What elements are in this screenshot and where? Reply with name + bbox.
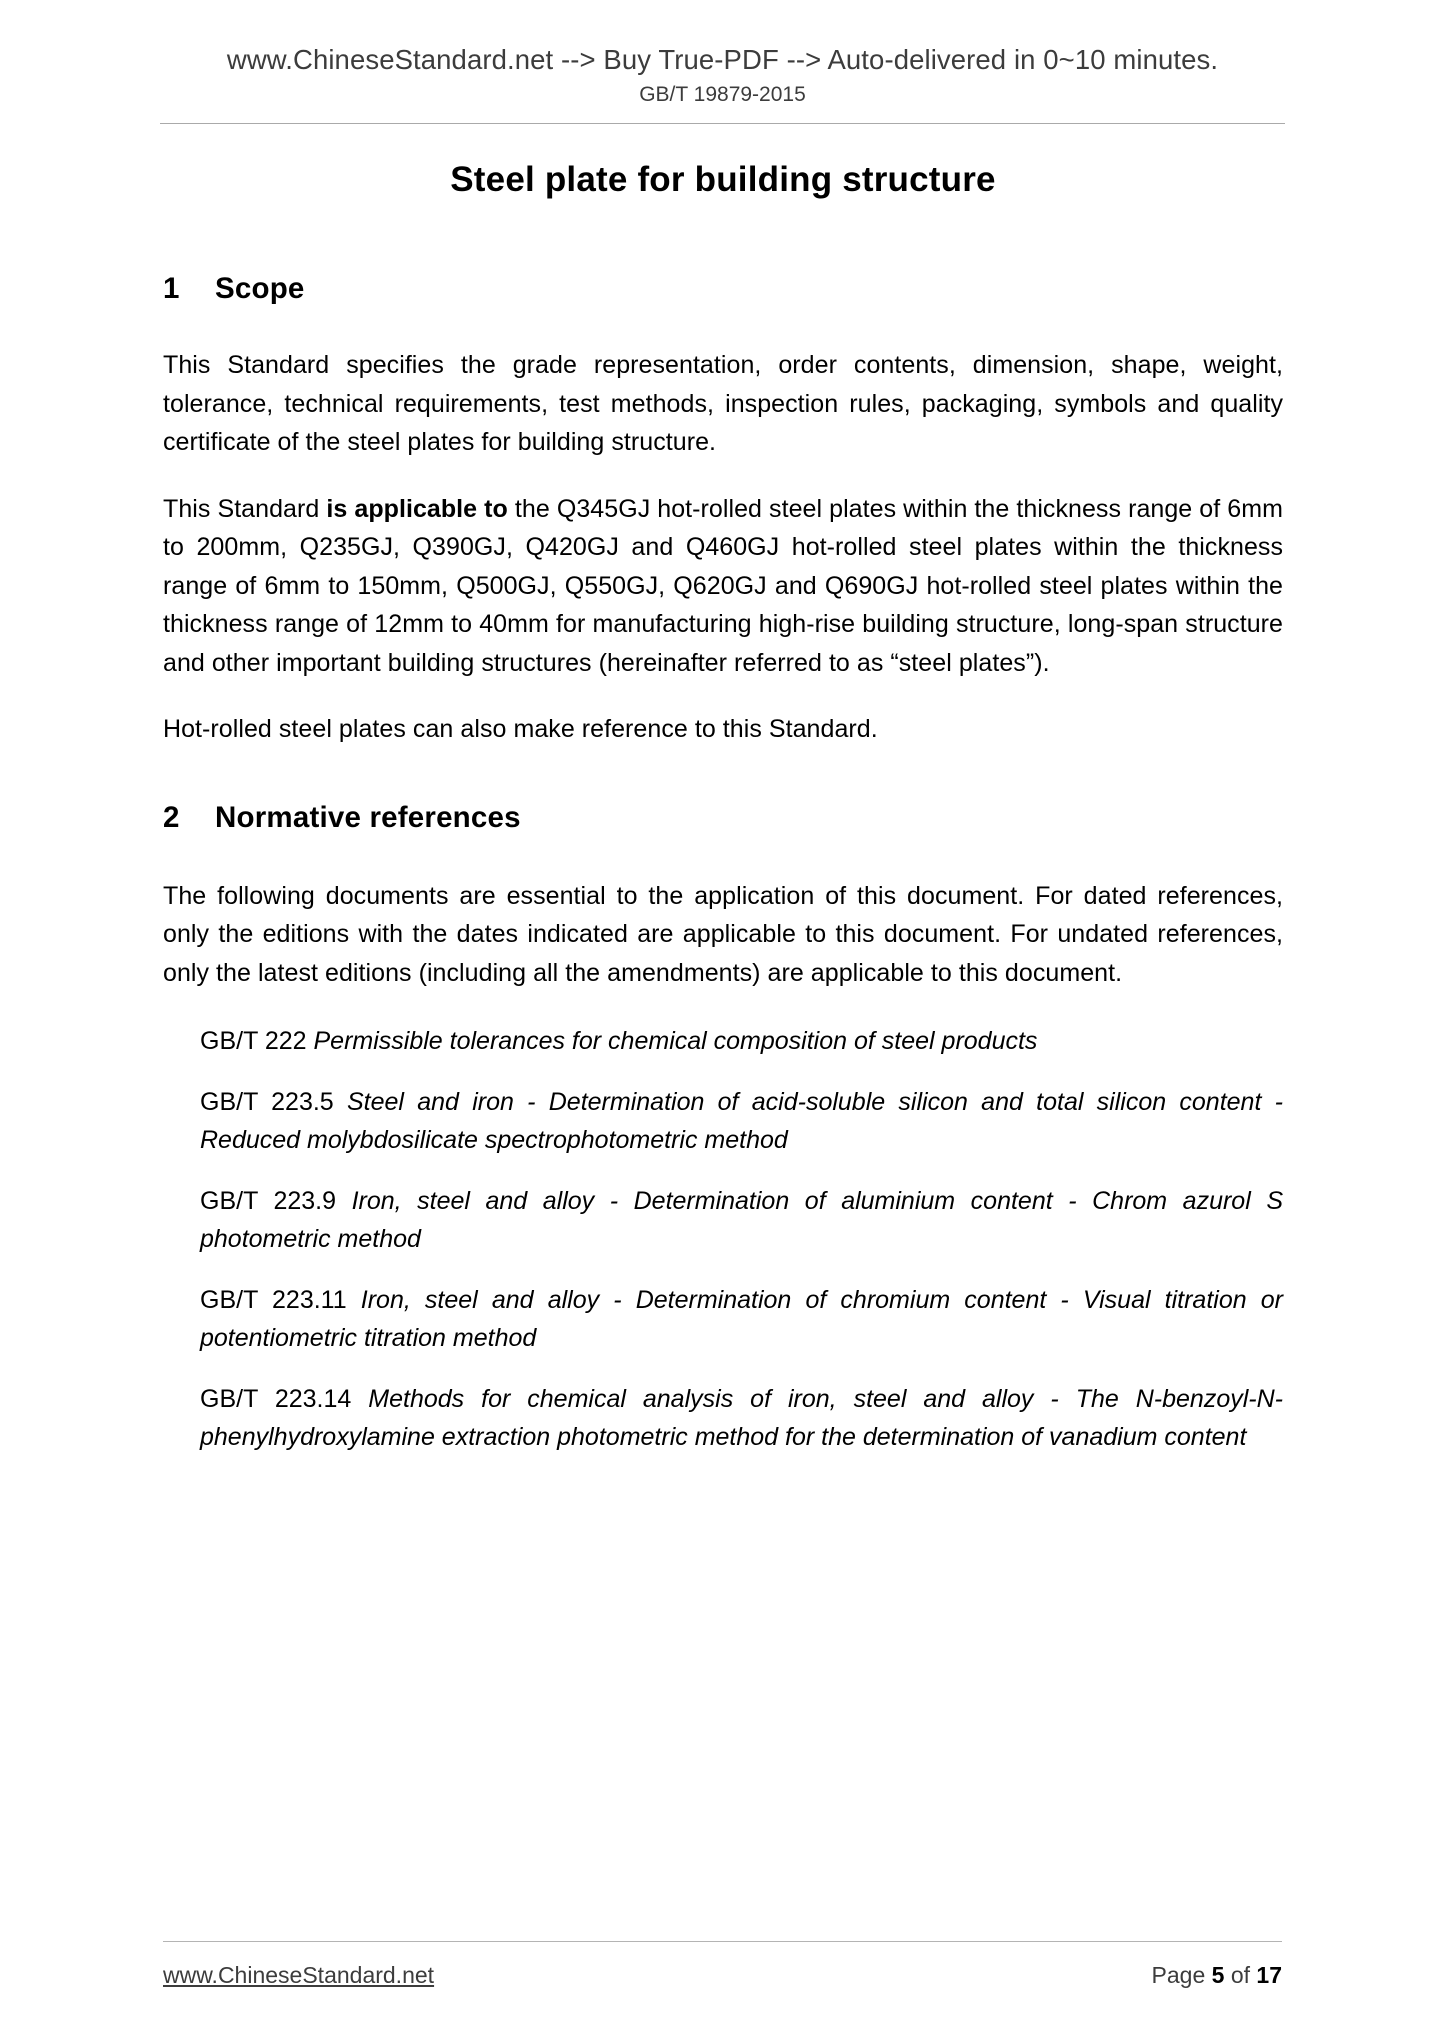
- reference-code: GB/T 223.11: [200, 1285, 361, 1314]
- section-number: 1: [163, 272, 180, 305]
- page-indicator: [1152, 1962, 1282, 1989]
- scope-paragraph-1: This Standard specifies the grade representation, order contents, dimension, shape, weight, tolerance, technical requirements, test methods, inspection rules, packaging, symbols and quality certificate of the steel plates for building structure.: [163, 351, 1283, 456]
- section-heading-scope: [163, 272, 1283, 306]
- spacer: [163, 306, 1283, 346]
- page-indicator-prefix: Page: [1151, 1961, 1212, 1988]
- normative-references-intro: The following documents are essential to the application of this document. For dated references, only the editions with the dates indicated are applicable to this document. For undated references, only the latest editions (including all the amendments) are applicable to this document.: [163, 881, 1283, 987]
- reference-code: GB/T 223.9: [200, 1186, 352, 1215]
- page-footer: [163, 1958, 1282, 1992]
- reference-item: [200, 1182, 1283, 1259]
- spacer: [163, 1358, 1283, 1380]
- spacer: [163, 682, 1283, 710]
- scope-paragraph-2: [163, 490, 1283, 683]
- footer-site-link[interactable]: www.ChineseStandard.net: [163, 1961, 435, 1988]
- footer-divider: [163, 1941, 1282, 1942]
- reference-code: GB/T 223.5: [200, 1087, 347, 1116]
- spacer: [163, 1160, 1283, 1182]
- page-title: Steel plate for building structure: [450, 160, 996, 199]
- standard-code: GB/T 19879-2015: [639, 82, 806, 106]
- section-heading-normative-references: [163, 801, 1283, 835]
- page-indicator-current: 5: [1211, 1961, 1225, 1988]
- scope-paragraph-2-post: the Q345GJ hot-rolled steel plates within the thickness range of 6mm to 200mm, Q235GJ, Q390GJ, Q420GJ and Q460GJ hot-rolled steel plates within the thickness range of 6mm to 150mm, Q500GJ, Q550GJ, Q620GJ and Q690GJ hot-rolled steel plates within the thickness range of 12mm to 40mm for manufacturing high-rise building structure, long-span structure and other important building structures (hereinafter referred to as “steel plates”).: [163, 494, 1283, 677]
- scope-paragraph-3: Hot-rolled steel plates can also make reference to this Standard.: [163, 715, 878, 743]
- reference-title: Permissible tolerances for chemical composition of steel products: [313, 1027, 1038, 1055]
- section-title: Scope: [215, 272, 305, 305]
- reference-code: GB/T 223.14: [200, 1384, 369, 1413]
- reference-item: [200, 1281, 1283, 1358]
- spacer: [163, 992, 1283, 1022]
- page-indicator-middle: of: [1224, 1961, 1257, 1988]
- spacer: [163, 462, 1283, 490]
- reference-item: [200, 1022, 1283, 1061]
- section-title: Normative references: [215, 800, 521, 834]
- reference-item: [200, 1083, 1283, 1160]
- reference-title: Iron, steel and alloy - Determination of chromium content - Visual titration or potentiometric titration method: [200, 1285, 1283, 1352]
- promo-banner-text: www.ChineseStandard.net --> Buy True-PDF --> Auto-delivered in 0~10 minutes.: [226, 44, 1219, 75]
- reference-item: [200, 1380, 1283, 1457]
- page-indicator-total: 17: [1256, 1961, 1282, 1988]
- section-number: 2: [163, 800, 180, 834]
- reference-code: GB/T 222: [200, 1027, 314, 1055]
- page-header: [0, 44, 1445, 107]
- reference-title: Iron, steel and alloy - Determination of aluminium content - Chrom azurol S photometric method: [200, 1186, 1283, 1253]
- spacer: [163, 1061, 1283, 1083]
- scope-paragraph-2-emphasis: is applicable to: [326, 494, 508, 523]
- spacer: [163, 1259, 1283, 1281]
- spacer: [163, 749, 1283, 801]
- reference-title: Steel and iron - Determination of acid-soluble silicon and total silicon content - Reduced molybdosilicate spectrophotometric method: [200, 1087, 1283, 1154]
- header-divider: [160, 123, 1285, 124]
- spacer: [163, 835, 1283, 877]
- scope-paragraph-2-pre: This Standard: [163, 494, 327, 523]
- spacer: [163, 200, 1283, 272]
- document-body: [163, 150, 1283, 1457]
- reference-title: Methods for chemical analysis of iron, steel and alloy - The N-benzoyl-N-phenylhydroxylamine extraction photometric method for the determination of vanadium content: [200, 1384, 1283, 1451]
